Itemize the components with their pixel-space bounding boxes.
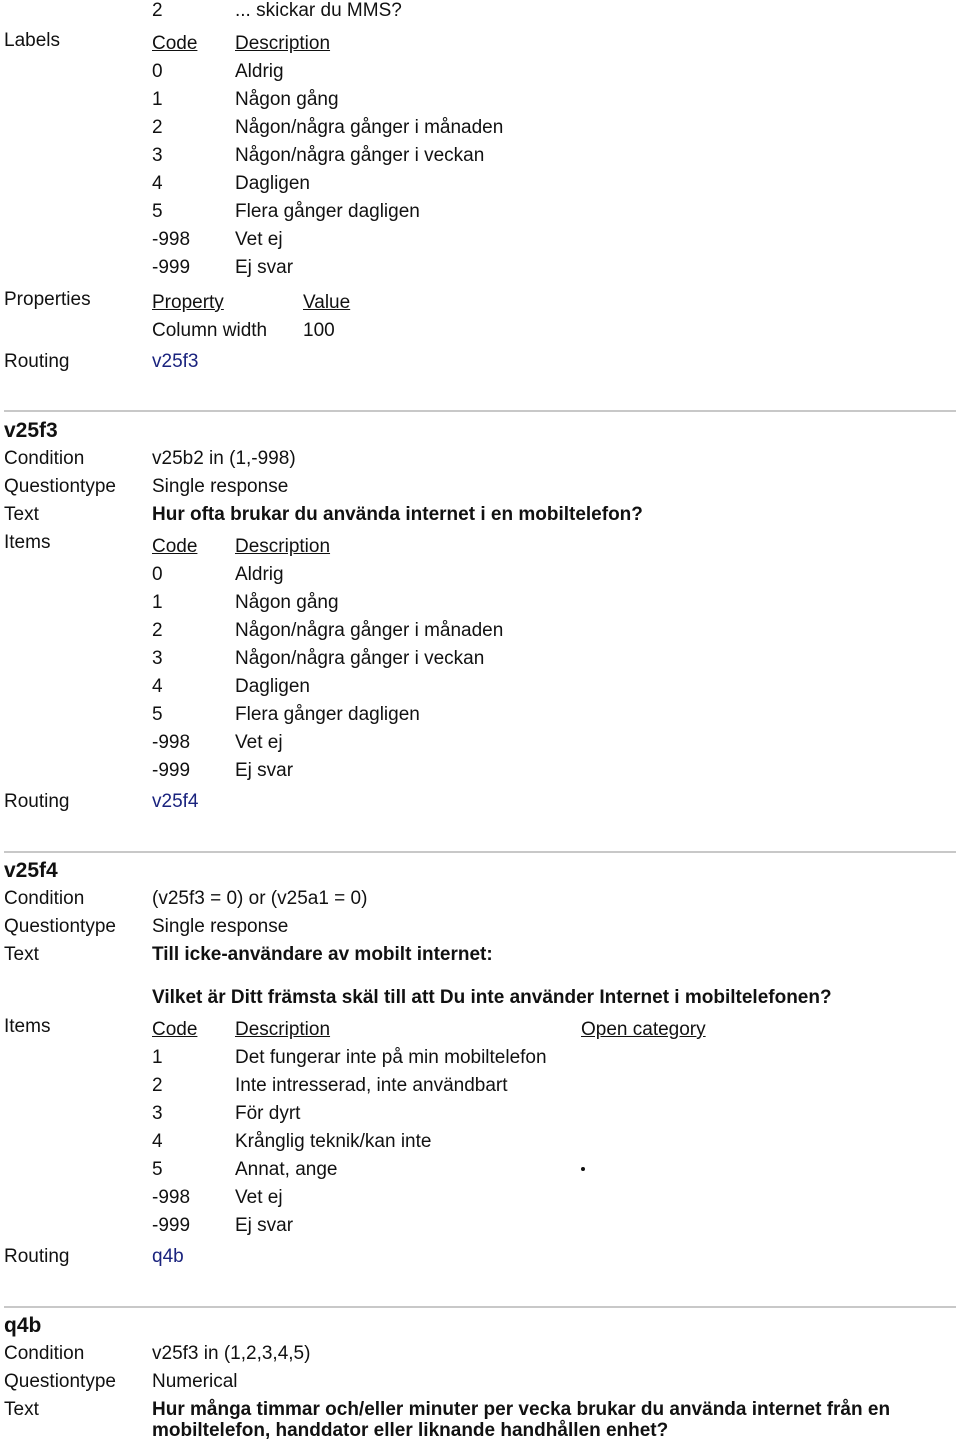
- questiontype-label: Questiontype: [4, 476, 116, 497]
- open-category-bullet-icon: [581, 1167, 585, 1171]
- item-description: Dagligen: [235, 676, 310, 697]
- label-description: Ej svar: [235, 257, 294, 278]
- routing-label: Routing: [4, 1246, 70, 1267]
- code-header: Code: [152, 536, 198, 557]
- item-description: Ej svar: [235, 1215, 294, 1236]
- question-text: Hur många timmar och/eller minuter per vecka brukar du använda internet från en: [152, 1399, 891, 1420]
- item-code: -999: [152, 1215, 191, 1236]
- item-description: Annat, ange: [235, 1159, 338, 1180]
- section-divider: [4, 410, 956, 412]
- open-category-header: Open category: [581, 1019, 706, 1040]
- routing-link[interactable]: q4b: [152, 1246, 184, 1267]
- label-description: ... skickar du MMS?: [235, 0, 402, 21]
- text-label: Text: [4, 1399, 39, 1420]
- label-code: 3: [152, 145, 163, 166]
- item-description: Vet ej: [235, 732, 283, 753]
- label-description: Någon/några gånger i månaden: [235, 117, 504, 138]
- labels-label: Labels: [4, 30, 60, 51]
- question-text: Hur ofta brukar du använda internet i en mobiltelefon?: [152, 504, 643, 525]
- label-description: Flera gånger dagligen: [235, 201, 420, 222]
- item-code: 2: [152, 620, 163, 641]
- label-code: 2: [152, 117, 163, 138]
- label-code: 2: [152, 0, 163, 21]
- item-description: Aldrig: [235, 564, 284, 585]
- condition-value: v25f3 in (1,2,3,4,5): [152, 1343, 311, 1364]
- label-code: 4: [152, 173, 163, 194]
- code-header: Code: [152, 1019, 198, 1040]
- item-description: Någon gång: [235, 592, 339, 613]
- label-description: Någon/några gånger i veckan: [235, 145, 485, 166]
- question-title: v25f3: [4, 419, 58, 442]
- routing-label: Routing: [4, 791, 70, 812]
- item-code: -998: [152, 1187, 191, 1208]
- properties-label: Properties: [4, 289, 91, 310]
- routing-link[interactable]: v25f4: [152, 791, 199, 812]
- condition-value: v25b2 in (1,-998): [152, 448, 296, 469]
- item-description: Det fungerar inte på min mobiltelefon: [235, 1047, 547, 1068]
- question-text: Vilket är Ditt främsta skäl till att Du inte använder Internet i mobiltelefonen?: [152, 987, 832, 1008]
- questiontype-value: Numerical: [152, 1371, 238, 1392]
- item-code: 3: [152, 648, 163, 669]
- code-header: Code: [152, 33, 198, 54]
- label-code: -999: [152, 257, 191, 278]
- questiontype-value: Single response: [152, 916, 289, 937]
- label-code: 1: [152, 89, 163, 110]
- property-name: Column width: [152, 320, 268, 341]
- condition-value: (v25f3 = 0) or (v25a1 = 0): [152, 888, 368, 909]
- question-title: v25f4: [4, 859, 58, 882]
- item-description: Flera gånger dagligen: [235, 704, 420, 725]
- routing-label: Routing: [4, 351, 70, 372]
- routing-link[interactable]: v25f3: [152, 351, 199, 372]
- item-code: 2: [152, 1075, 163, 1096]
- text-label: Text: [4, 504, 39, 525]
- text-label: Text: [4, 944, 39, 965]
- item-code: -999: [152, 760, 191, 781]
- label-description: Vet ej: [235, 229, 283, 250]
- label-code: 0: [152, 61, 163, 82]
- item-code: 5: [152, 1159, 163, 1180]
- questiontype-label: Questiontype: [4, 916, 116, 937]
- section-divider: [4, 851, 956, 853]
- description-header: Description: [235, 33, 331, 54]
- item-code: 1: [152, 1047, 163, 1068]
- label-code: -998: [152, 229, 191, 250]
- item-code: 4: [152, 1131, 163, 1152]
- property-value: 100: [303, 320, 335, 341]
- condition-label: Condition: [4, 1343, 85, 1364]
- item-code: 4: [152, 676, 163, 697]
- item-code: 5: [152, 704, 163, 725]
- question-text-continued: mobiltelefon, handdator eller liknande handhållen enhet?: [152, 1420, 669, 1441]
- item-code: -998: [152, 732, 191, 753]
- label-description: Dagligen: [235, 173, 310, 194]
- item-description: Vet ej: [235, 1187, 283, 1208]
- items-label: Items: [4, 1016, 51, 1037]
- item-description: För dyrt: [235, 1103, 301, 1124]
- questiontype-label: Questiontype: [4, 1371, 116, 1392]
- question-text-intro: Till icke-användare av mobilt internet:: [152, 944, 493, 965]
- label-description: Aldrig: [235, 61, 284, 82]
- item-description: Krånglig teknik/kan inte: [235, 1131, 432, 1152]
- condition-label: Condition: [4, 448, 85, 469]
- item-code: 1: [152, 592, 163, 613]
- item-description: Någon/några gånger i månaden: [235, 620, 504, 641]
- label-description: Någon gång: [235, 89, 339, 110]
- property-header: Property: [152, 292, 224, 313]
- description-header: Description: [235, 1019, 331, 1040]
- questiontype-value: Single response: [152, 476, 289, 497]
- item-code: 3: [152, 1103, 163, 1124]
- section-divider: [4, 1306, 956, 1308]
- item-description: Inte intresserad, inte användbart: [235, 1075, 508, 1096]
- label-code: 5: [152, 201, 163, 222]
- question-title: q4b: [4, 1314, 42, 1337]
- item-description: Någon/några gånger i veckan: [235, 648, 485, 669]
- item-description: Ej svar: [235, 760, 294, 781]
- item-code: 0: [152, 564, 163, 585]
- items-label: Items: [4, 532, 51, 553]
- value-header: Value: [303, 292, 351, 313]
- description-header: Description: [235, 536, 331, 557]
- condition-label: Condition: [4, 888, 85, 909]
